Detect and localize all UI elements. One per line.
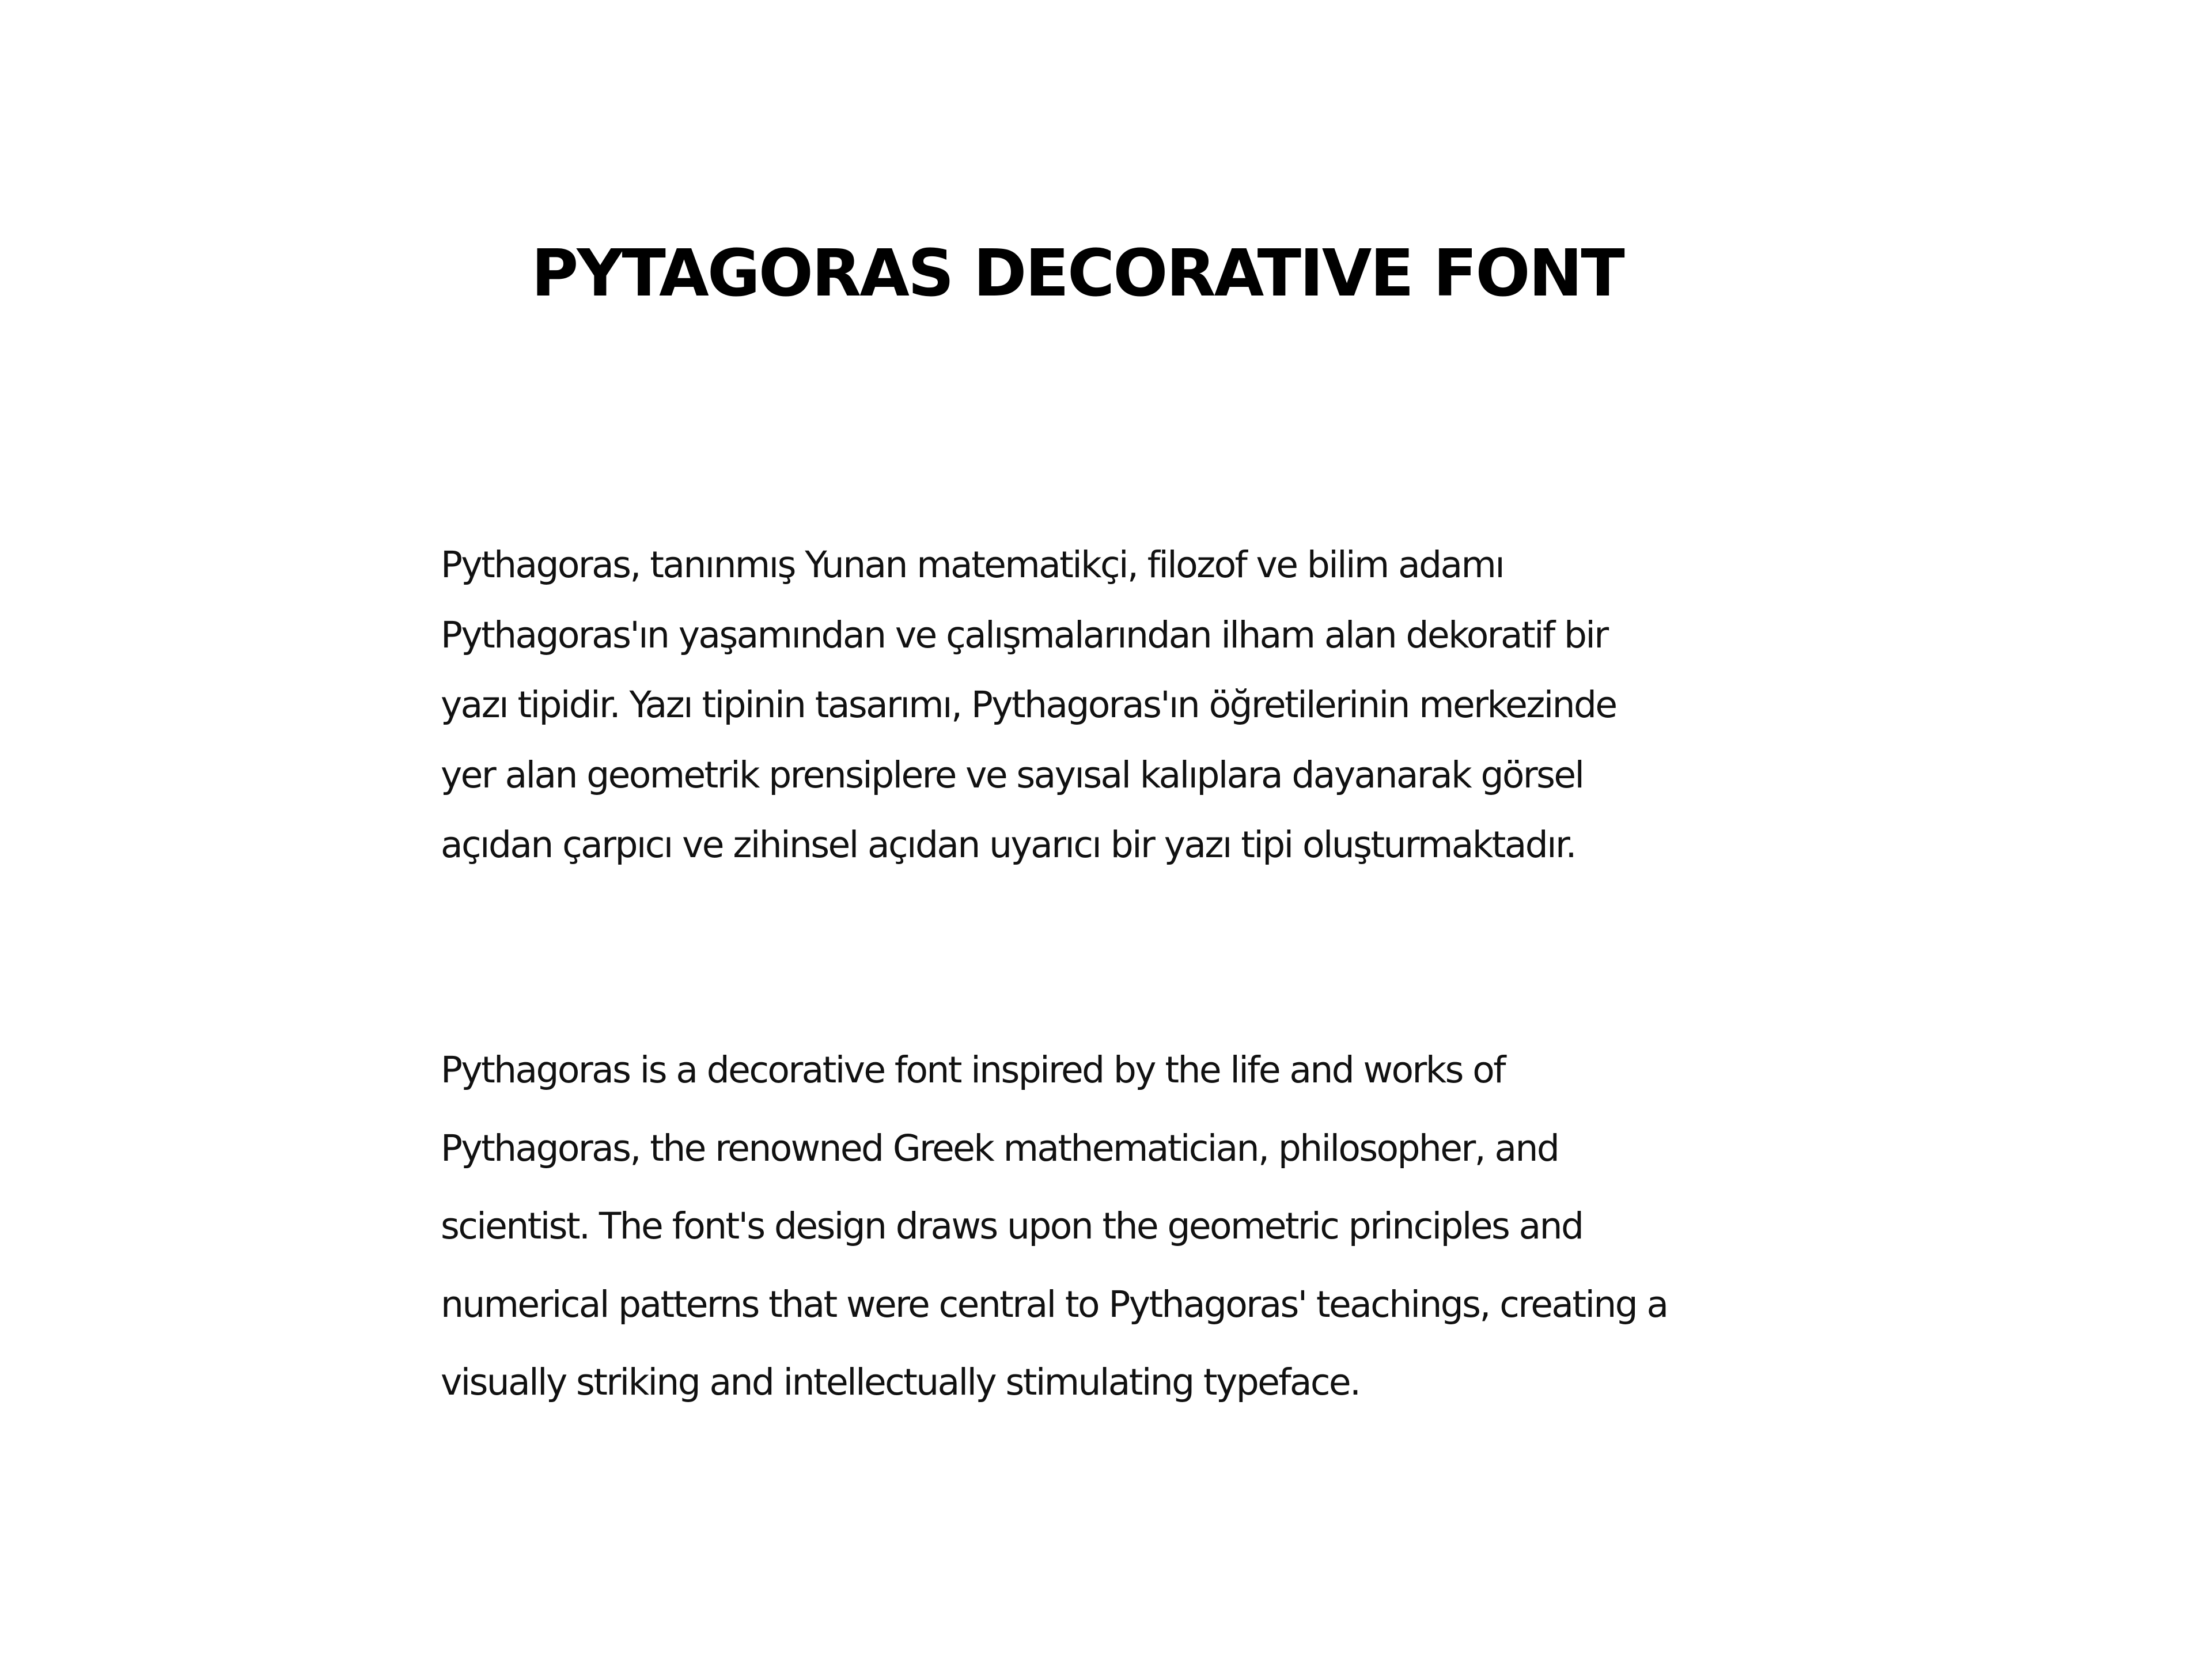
paragraph-line: Pythagoras, tanınmış Yunan matematikçi, filozof ve bilim adamı — [441, 544, 1504, 586]
description-turkish — [441, 530, 1731, 880]
page-title: PYTAGORAS DECORATIVE FONT — [531, 236, 1623, 311]
paragraph-line: Pythagoras, the renowned Greek mathematician, philosopher, and — [441, 1127, 1559, 1169]
paragraph-line: Pythagoras is a decorative font inspired by the life and works of — [441, 1049, 1505, 1091]
paragraph-line: numerical patterns that were central to Pythagoras' teachings, creating a — [441, 1283, 1668, 1325]
paragraph-line: yazı tipidir. Yazı tipinin tasarımı, Pythagoras'ın öğretilerinin merkezinde — [441, 684, 1616, 726]
paragraph-line: Pythagoras'ın yaşamından ve çalışmalarından ilham alan dekoratif bir — [441, 613, 1608, 656]
paragraph-line: yer alan geometrik prensiplere ve sayısal kalıplara dayanarak görsel — [441, 753, 1584, 796]
paragraph-line: visually striking and intellectually stimulating typeface. — [441, 1361, 1360, 1403]
description-english — [441, 1031, 1731, 1422]
paragraph-line: açıdan çarpıcı ve zihinsel açıdan uyarıcı bir yazı tipi oluşturmaktadır. — [441, 824, 1575, 866]
paragraph-line: scientist. The font's design draws upon the geometric principles and — [441, 1205, 1583, 1247]
